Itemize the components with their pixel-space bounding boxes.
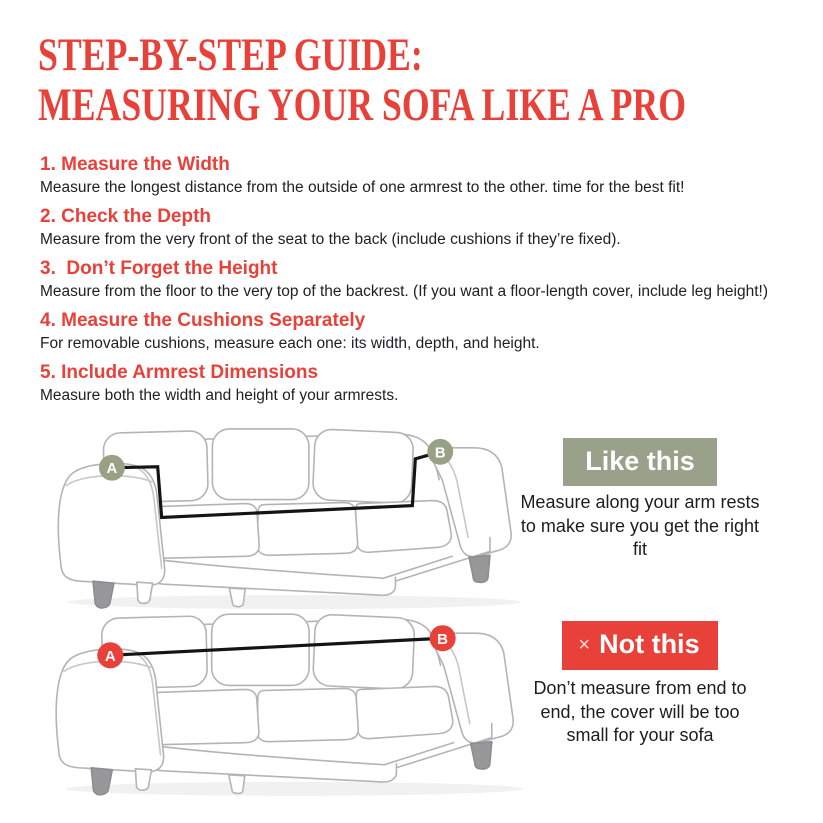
like-this-description: Measure along your arm rests to make sure you get the right fit [520, 492, 760, 559]
marker-a [97, 642, 123, 668]
step-1-body: Measure the longest distance from the outside of one armrest to the other. time for the best fit! [40, 179, 685, 196]
step-3-heading: 3. Don’t Forget the Height [40, 258, 278, 279]
step-4-body: For removable cushions, measure each one: its width, depth, and height. [40, 335, 540, 352]
sofa-illustration-incorrect [38, 604, 540, 802]
like-this-badge [563, 438, 717, 486]
callouts-column [520, 0, 760, 823]
step-5-body: Measure both the width and height of your armrests. [40, 387, 399, 404]
marker-a-label: A [104, 647, 116, 665]
like-this-badge-wrap [520, 438, 760, 486]
step-5-heading: 5. Include Armrest Dimensions [40, 362, 319, 383]
not-this-label: Not this [599, 629, 700, 659]
step-2-heading: 2. Check the Depth [40, 206, 212, 227]
marker-b-label: B [434, 444, 446, 462]
sofa-illustration-correct [38, 420, 540, 614]
not-this-badge-wrap [520, 621, 760, 670]
not-this-badge [562, 621, 717, 670]
x-icon: × [578, 634, 591, 656]
title-line-2: MEASURING YOUR SOFA LIKE A PRO [38, 79, 687, 131]
correct-measurement-figure [38, 420, 540, 614]
step-3-body: Measure from the floor to the very top of the backrest. (If you want a floor-length cover, include leg height!) [40, 283, 769, 300]
incorrect-measurement-figure [38, 604, 540, 802]
step-4-heading: 4. Measure the Cushions Separately [40, 310, 366, 331]
title-line-1: STEP-BY-STEP GUIDE: [38, 29, 423, 81]
marker-a [99, 455, 125, 481]
step-2-body: Measure from the very front of the seat to the back (include cushions if they’re fixed). [40, 231, 621, 248]
marker-b [427, 439, 453, 465]
marker-b [430, 625, 456, 651]
like-this-label: Like this [585, 446, 695, 476]
marker-a-label: A [106, 460, 118, 478]
marker-b-label: B [437, 630, 449, 648]
step-1-heading: 1. Measure the Width [40, 154, 230, 175]
not-this-description: Don’t measure from end to end, the cover will be too small for your sofa [533, 678, 747, 745]
